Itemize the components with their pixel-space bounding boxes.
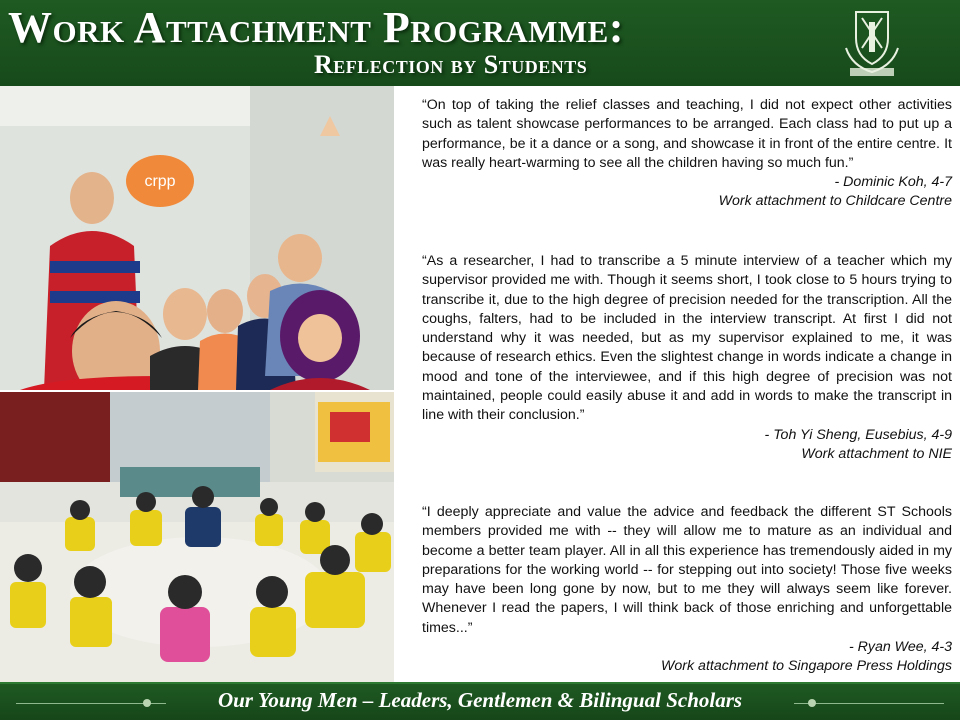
quote-text: “I deeply appreciate and value the advice and feedback the different ST Schools members provided me with -- they will allow me to mature as an individual and become a better team player. All in all this experience has tremendously aided in my preparations for the working world -- for stepping out into society! Those five weeks may have been long gone by now, but to me they will always seem like forever. Whenever I read the papers, I will think back of those enriching and unforgettable times...” [422, 504, 952, 636]
quote-text: “As a researcher, I had to transcribe a 5 minute interview of a teacher which my supervisor provided me with. Though it seems short, I took close to 5 hours trying to transcribe it, due to the high degree of precision needed for the transcription. All the coughs, falters, had to be included in the interview transcript. At first I did not understand why it was needed, but as my supervisor explained to me, it was because of research ethics. Even the slightest change in words indicate a change in mood and tone of the interviewee, and if this high degree of precision was not maintained, people could easily abuse it and add in words to make the transcript in line with their conclusion.” [422, 253, 952, 424]
quote-author: - Dominic Koh, 4-7 [834, 174, 952, 191]
crpp-sign-text: crpp [144, 173, 176, 190]
quote-text: “On top of taking the relief classes and teaching, I did not expect other activities such as talent showcase performances to be arranged. Each class had to put up a performance, be it a dance or a song, and showcase it in front of the entire centre. It was really heart-warming to see all the children having so much fun.” [422, 97, 952, 171]
quote-placement: Work attachment to Childcare Centre [718, 193, 952, 210]
school-crest-icon [842, 8, 902, 80]
quote-author: - Ryan Wee, 4-3 [848, 639, 952, 656]
page-subtitle: Reflection by Students [314, 50, 588, 79]
quote-placement: Work attachment to Singapore Press Holdings [661, 658, 952, 675]
page-title: Work Attachment Programme: [8, 3, 625, 52]
classroom-photo [0, 392, 394, 682]
quote-block [422, 252, 952, 464]
quote-placement: Work attachment to NIE [801, 445, 952, 462]
quote-author: - Toh Yi Sheng, Eusebius, 4-9 [764, 426, 952, 443]
footer-banner [0, 682, 960, 720]
quote-block [422, 503, 952, 677]
quote-block [422, 96, 952, 212]
group-photo-crpp [0, 86, 394, 390]
header-banner [0, 0, 960, 86]
footer-motto: Our Young Men – Leaders, Gentlemen & Bilingual Scholars [217, 688, 743, 712]
reflection-quotes-panel [394, 86, 960, 682]
